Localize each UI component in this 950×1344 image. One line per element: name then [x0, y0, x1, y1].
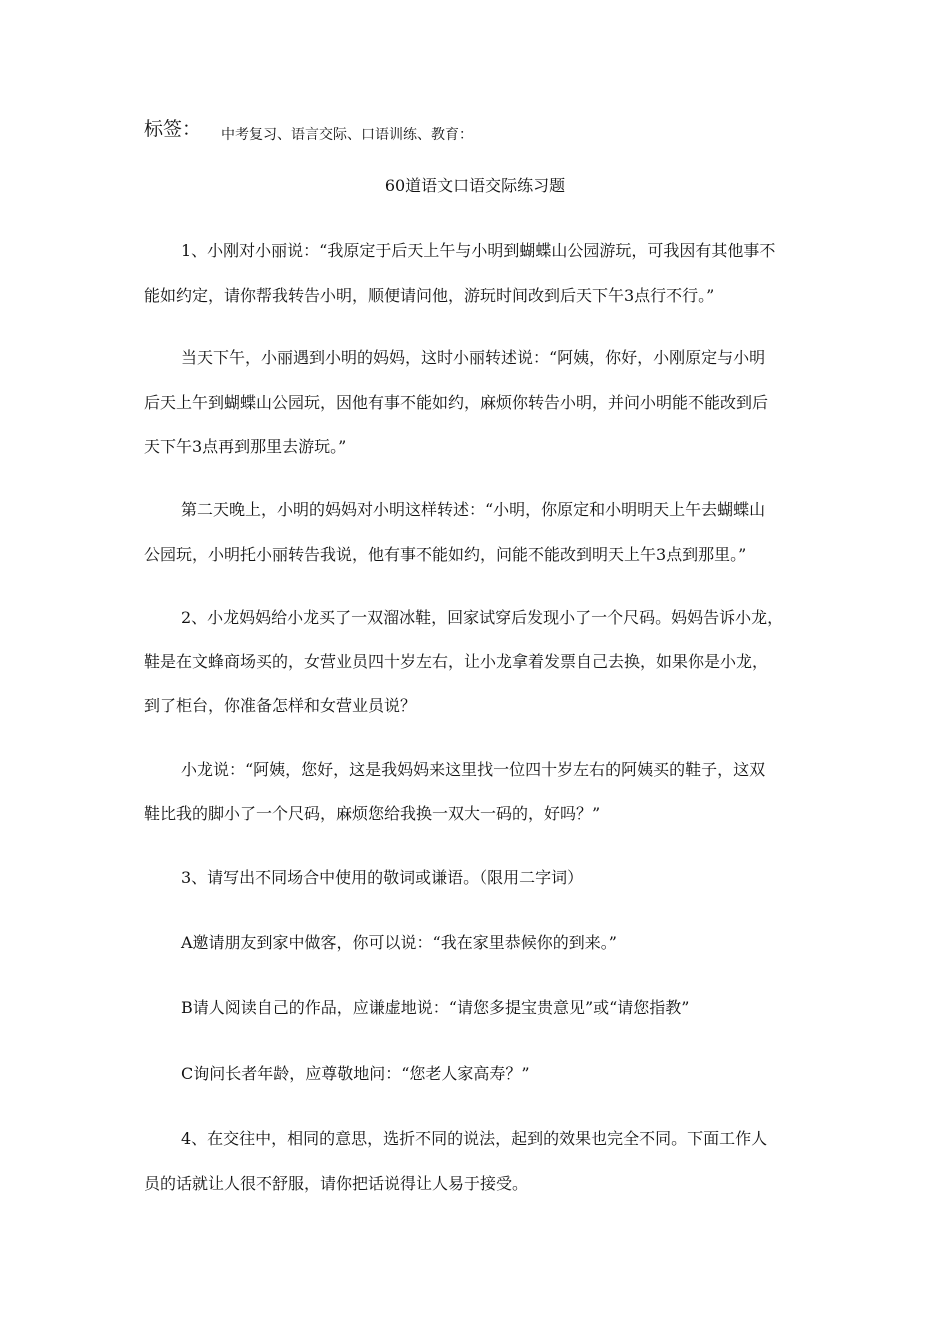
- text-line: 小龙说：“阿姨，您好，这是我妈妈来这里找一位四十岁左右的阿姨买的鞋子，这双: [181, 760, 766, 779]
- text-line: 鞋比我的脚小了一个尺码，麻烦您给我换一双大一码的，好吗？”: [144, 804, 601, 823]
- text-line: 鞋是在文蜂商场买的，女营业员四十岁左右，让小龙拿着发票自己去换，如果你是小龙，: [144, 652, 769, 671]
- text-line: B请人阅读自己的作品，应谦虚地说：“请您多提宝贵意见”或“请您指教”: [181, 998, 690, 1017]
- text-line: C询问长者年龄，应尊敬地问：“您老人家高寿？”: [181, 1064, 530, 1083]
- text-line: 到了柜台，你准备怎样和女营业员说？: [144, 696, 417, 715]
- document-title: 60道语文口语交际练习题: [384, 176, 566, 195]
- tags-label: 标签：: [144, 118, 202, 140]
- text-line: 天下午3点再到那里去游玩。”: [144, 437, 347, 456]
- text-line: 能如约定，请你帮我转告小明，顺便请问他，游玩时间改到后天下午3点行不行。”: [144, 286, 715, 305]
- text-line: 后天上午到蝴蝶山公园玩，因他有事不能如约，麻烦你转告小明，并问小明能不能改到后: [144, 393, 769, 412]
- text-line: 4、在交往中，相同的意思，选折不同的说法，起到的效果也完全不同。下面工作人: [181, 1129, 768, 1148]
- text-line: 2、小龙妈妈给小龙买了一双溜冰鞋，回家试穿后发现小了一个尺码。妈妈告诉小龙，: [181, 608, 784, 627]
- tags-value: 中考复习、语言交际、口语训练、教育：: [221, 127, 474, 143]
- text-line: 员的话就让人很不舒服，请你把话说得让人易于接受。: [144, 1174, 529, 1193]
- text-line: A邀请朋友到家中做客，你可以说：“我在家里恭候你的到来。”: [181, 933, 617, 952]
- text-line: 公园玩，小明托小丽转告我说，他有事不能如约，问能不能改到明天上午3点到那里。”: [144, 545, 747, 564]
- text-line: 3、请写出不同场合中使用的敬词或谦语。（限用二字词）: [181, 868, 584, 887]
- text-line: 第二天晚上，小明的妈妈对小明这样转述：“小明，你原定和小明明天上午去蝴蝶山: [181, 500, 766, 519]
- text-line: 1、小刚对小丽说：“我原定于后天上午与小明到蝴蝶山公园游玩，可我因有其他事不: [181, 241, 776, 260]
- tags-row: [144, 114, 473, 141]
- text-line: 当天下午，小丽遇到小明的妈妈，这时小丽转述说：“阿姨，你好，小刚原定与小明: [181, 348, 766, 367]
